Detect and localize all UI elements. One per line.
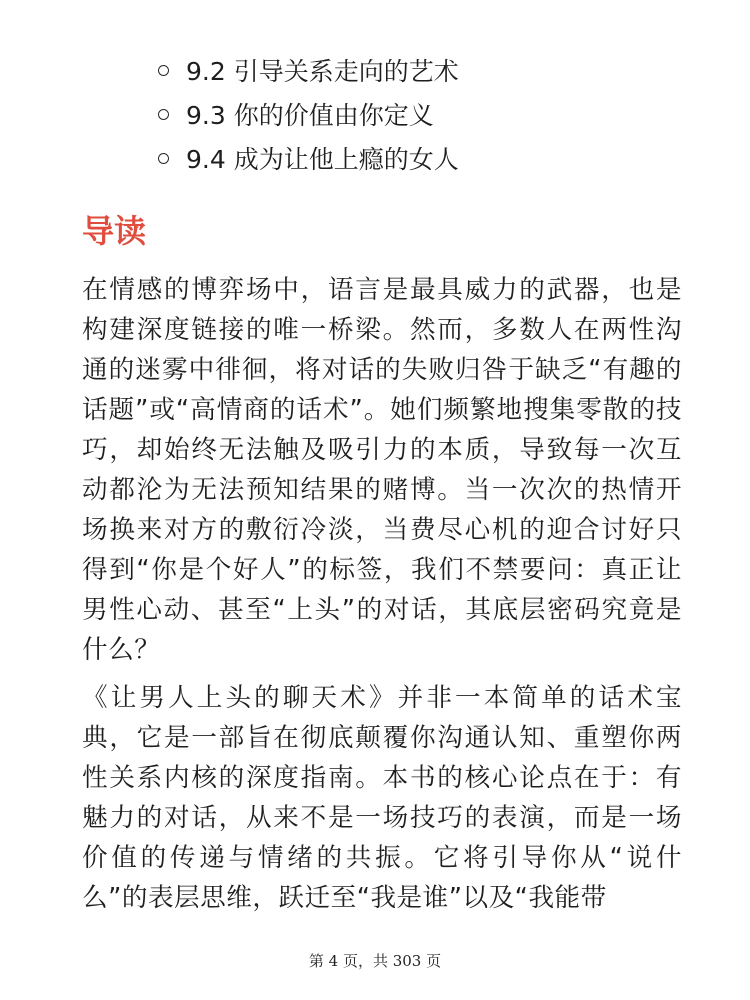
circle-bullet-icon	[158, 153, 169, 164]
toc-item[interactable]	[158, 92, 459, 136]
section-heading: 导读	[82, 212, 147, 250]
toc-item[interactable]	[158, 48, 459, 92]
body-paragraph: 在情感的博弈场中，语言是最具威力的武器，也是构建深度链接的唯一桥梁。然而，多数人在两性沟通的迷雾中徘徊，将对话的失败归咎于缺乏“有趣的话题”或“高情商的话术”。她们频繁地搜集零散的技巧，却始终无法触及吸引力的本质，导致每一次互动都沦为无法预知结果的赌博。当一次次的热情开场换来对方的敷衍冷淡，当费尽心机的迎合讨好只得到“你是个好人”的标签，我们不禁要问：真正让男性心动、甚至“上头”的对话，其底层密码究竟是什么？	[82, 275, 682, 665]
body-paragraph: 《让男人上头的聊天术》并非一本简单的话术宝典，它是一部旨在彻底颠覆你沟通认知、重塑你两性关系内核的深度指南。本书的核心论点在于：有魅力的对话，从来不是一场技巧的表演，而是一场价值的传递与情绪的共振。它将引导你从“说什么”的表层思维，跃迁至“我是谁”以及“我能带	[82, 683, 682, 913]
circle-bullet-icon	[158, 65, 169, 76]
page-number: 第 4 页，共 303 页	[308, 952, 442, 970]
toc-list	[158, 48, 459, 180]
toc-item[interactable]	[158, 136, 459, 180]
toc-item-label: 9.3 你的价值由你定义	[186, 101, 434, 130]
circle-bullet-icon	[158, 109, 169, 120]
toc-item-label: 9.4 成为让他上瘾的女人	[186, 145, 459, 174]
toc-item-label: 9.2 引导关系走向的艺术	[186, 57, 459, 86]
